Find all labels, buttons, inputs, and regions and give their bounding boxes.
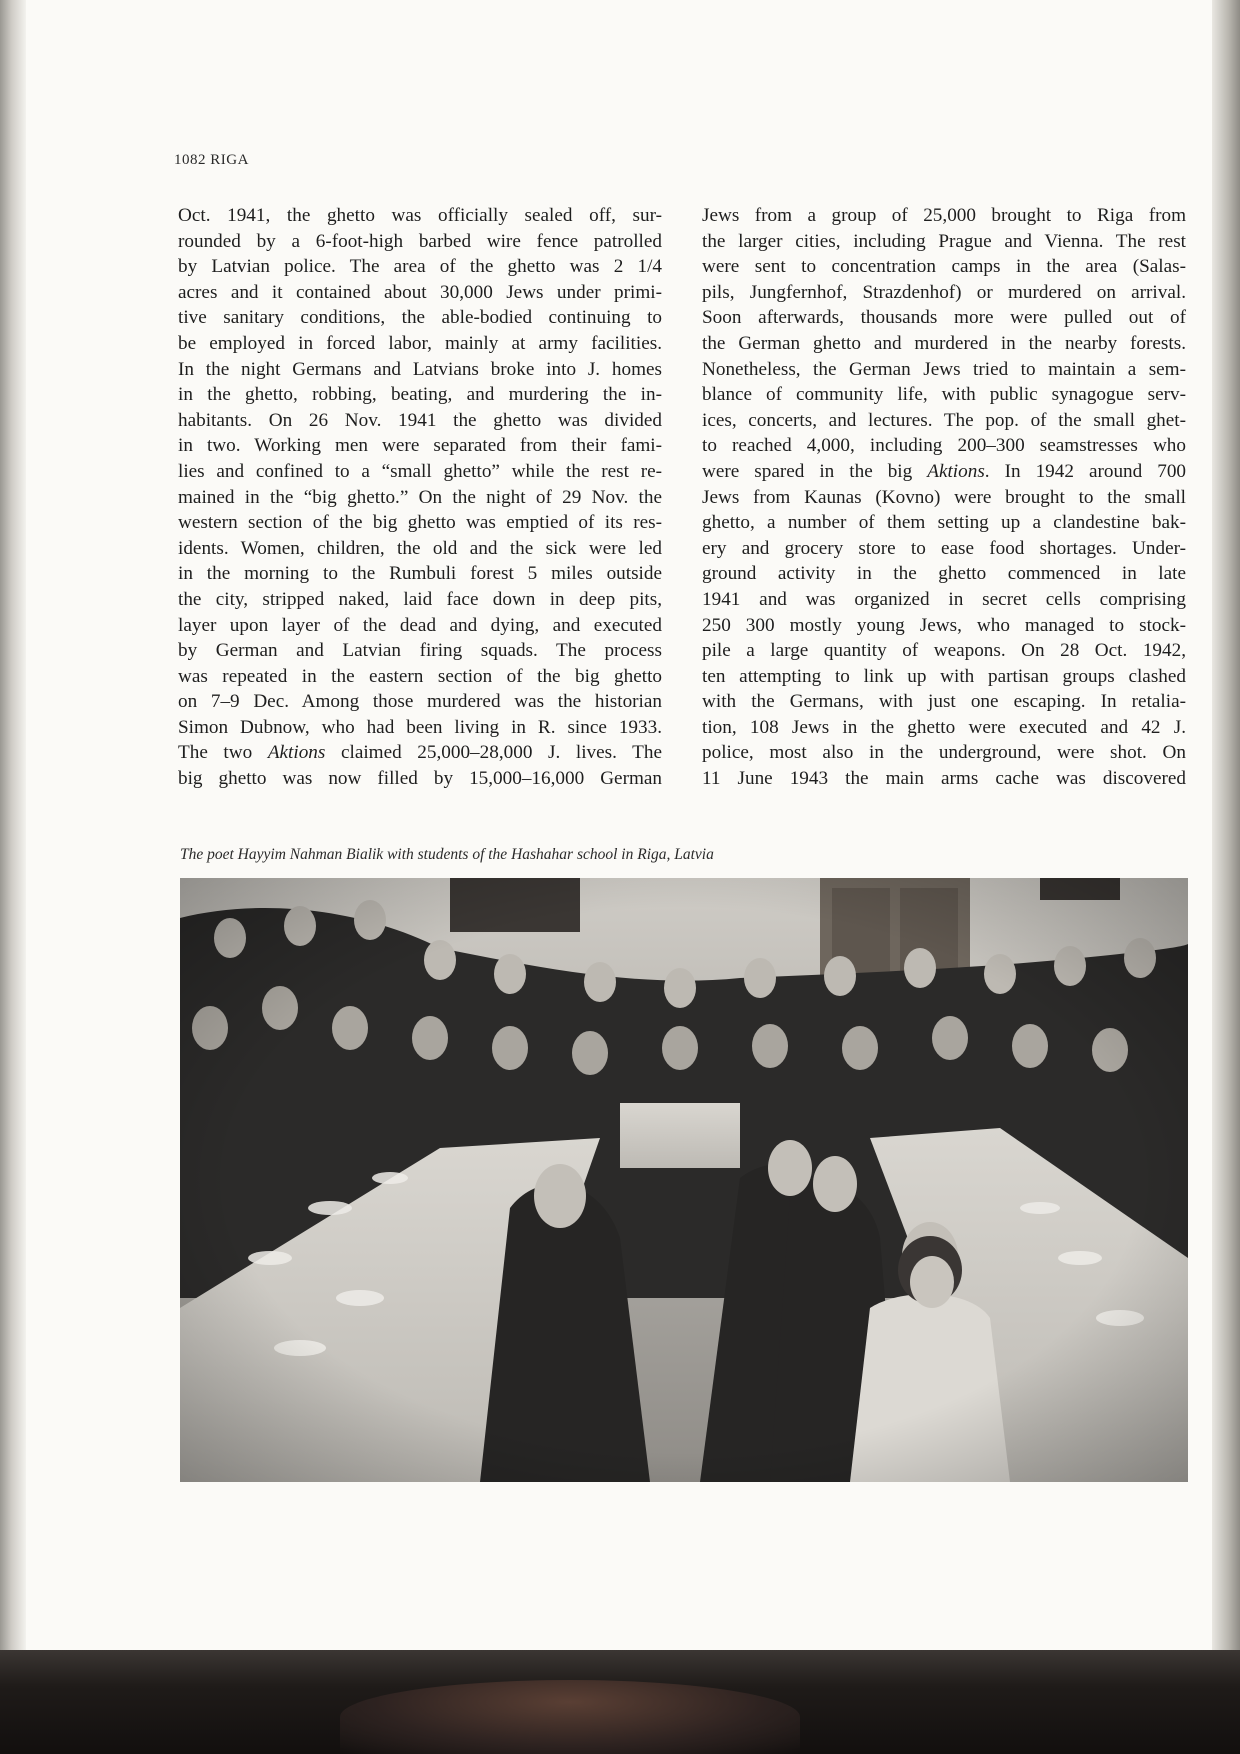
- photo-illustration: [180, 878, 1188, 1482]
- text-line: lies and confined to a “small ghetto” while the rest re-: [178, 460, 662, 482]
- text-line: habitants. On 26 Nov. 1941 the ghetto was divided: [178, 409, 662, 431]
- group-photograph: [180, 878, 1188, 1482]
- text-line: 250 300 mostly young Jews, who managed to stock-: [702, 614, 1186, 636]
- text-line: the city, stripped naked, laid face down in deep pits,: [178, 588, 662, 610]
- text-line: ghetto, a number of them setting up a clandestine bak-: [702, 512, 1186, 534]
- text-line: big ghetto was now filled by 15,000–16,000 German: [178, 768, 662, 790]
- text-line: in the ghetto, robbing, beating, and murdering the in-: [178, 384, 662, 406]
- running-head: 1082 RIGA: [174, 152, 249, 168]
- text-line: with the Germans, with just one escaping. In retalia-: [702, 691, 1186, 713]
- text-line: tive sanitary conditions, the able-bodied continuing to: [178, 307, 662, 329]
- text-line: Oct. 1941, the ghetto was officially sealed off, sur-: [178, 205, 662, 226]
- text-line: pils, Jungfernhof, Strazdenhof) or murdered on arrival.: [702, 281, 1186, 303]
- text-line: Nonetheless, the German Jews tried to maintain a sem-: [702, 358, 1186, 380]
- book-spine-shadow: [0, 0, 26, 1754]
- text-line: on 7–9 Dec. Among those murdered was the historian: [178, 691, 662, 713]
- text-line: in the morning to the Rumbuli forest 5 miles outside: [178, 563, 662, 585]
- text-line: Soon afterwards, thousands more were pulled out of: [702, 307, 1186, 329]
- page-edge-shadow: [1212, 0, 1240, 1650]
- text-line: by Latvian police. The area of the ghetto was 2 1/4: [178, 256, 662, 278]
- photo-caption: The poet Hayyim Nahman Bialik with students of the Hashahar school in Riga, Latvia: [180, 846, 714, 863]
- scanner-background: [0, 1650, 1240, 1754]
- text-line: ices, concerts, and lectures. The pop. of the small ghet-: [702, 409, 1186, 431]
- text-line: The two Aktions claimed 25,000–28,000 J. lives. The: [178, 742, 662, 764]
- text-line: the larger cities, including Prague and Vienna. The rest: [702, 230, 1186, 252]
- text-line: were sent to concentration camps in the area (Salas-: [702, 256, 1186, 278]
- text-line: the German ghetto and murdered in the nearby forests.: [702, 332, 1186, 354]
- text-line: blance of community life, with public synagogue serv-: [702, 384, 1186, 406]
- text-line: ery and grocery store to ease food shortages. Under-: [702, 537, 1186, 559]
- text-line: tion, 108 Jews in the ghetto were executed and 42 J.: [702, 716, 1186, 738]
- text-line: was repeated in the eastern section of the big ghetto: [178, 665, 662, 687]
- text-line: ten attempting to link up with partisan groups clashed: [702, 665, 1186, 687]
- text-line: In the night Germans and Latvians broke into J. homes: [178, 358, 662, 380]
- text-line: western section of the big ghetto was emptied of its res-: [178, 512, 662, 534]
- text-line: idents. Women, children, the old and the sick were led: [178, 537, 662, 559]
- text-line: rounded by a 6-foot-high barbed wire fence patrolled: [178, 230, 662, 252]
- text-line: were spared in the big Aktions. In 1942 around 700: [702, 460, 1187, 482]
- text-line: acres and it contained about 30,000 Jews under primi-: [178, 281, 662, 303]
- text-line: Jews from Kaunas (Kovno) were brought to the small: [702, 486, 1186, 508]
- text-line: layer upon layer of the dead and dying, and executed: [178, 614, 662, 636]
- text-line: police, most also in the underground, were shot. On: [702, 742, 1186, 764]
- text-line: Simon Dubnow, who had been living in R. since 1933.: [178, 716, 662, 738]
- text-line: mained in the “big ghetto.” On the night of 29 Nov. the: [178, 486, 662, 508]
- text-line: to reached 4,000, including 200–300 seamstresses who: [702, 435, 1186, 457]
- hand-shadow: [340, 1680, 800, 1754]
- text-column-right: [702, 203, 1186, 792]
- text-line: pile a large quantity of weapons. On 28 Oct. 1942,: [702, 640, 1186, 662]
- text-line: ground activity in the ghetto commenced in late: [702, 563, 1186, 585]
- text-line: Jews from a group of 25,000 brought to Riga from: [702, 205, 1186, 226]
- text-line: 1941 and was organized in secret cells comprising: [702, 588, 1186, 610]
- text-line: in two. Working men were separated from their fami-: [178, 435, 662, 457]
- text-column-left: [178, 203, 662, 792]
- text-line: be employed in forced labor, mainly at army facilities.: [178, 332, 662, 354]
- text-line: by German and Latvian firing squads. The process: [178, 640, 662, 662]
- text-line: 11 June 1943 the main arms cache was discovered: [702, 768, 1186, 790]
